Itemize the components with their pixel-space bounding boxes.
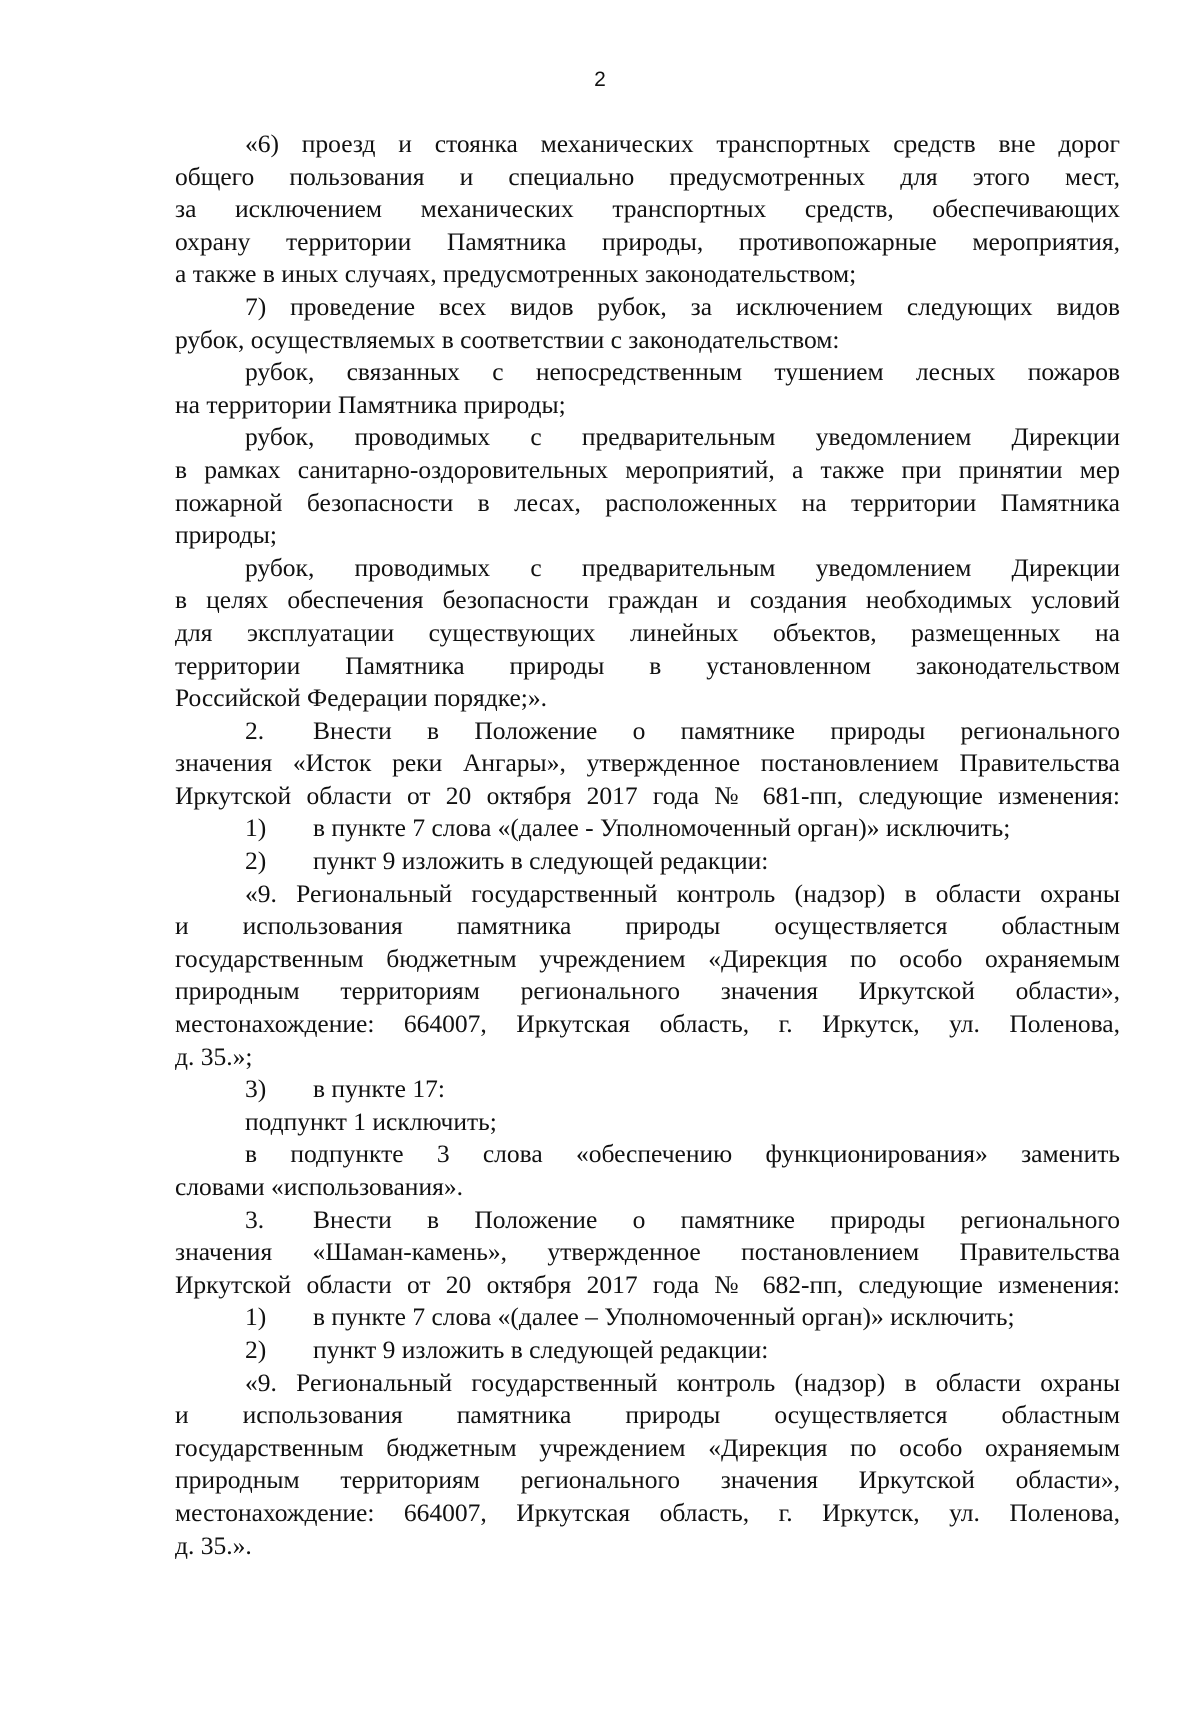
text-line: рубок, связанных с непосредственным тушением лесных пожаров bbox=[245, 357, 1120, 387]
text-line: государственным бюджетным учреждением «Дирекция по особо охраняемым bbox=[175, 943, 1120, 973]
text-line: и использования памятника природы осуществляется областным bbox=[175, 1400, 1120, 1430]
text-line bbox=[175, 715, 1120, 748]
line-text: Внести в Положение о памятнике природы регионального bbox=[313, 1204, 1120, 1234]
text-line: на территории Памятника природы; bbox=[175, 389, 566, 419]
paragraph bbox=[175, 1138, 1120, 1203]
text-line bbox=[175, 1204, 1120, 1237]
list-number: 3) bbox=[245, 1074, 267, 1104]
text-line: д. 35.»; bbox=[175, 1041, 253, 1071]
paragraph bbox=[175, 1204, 1120, 1302]
text-line bbox=[175, 1334, 1120, 1367]
text-line: охрану территории Памятника природы, противопожарные мероприятия, bbox=[175, 226, 1120, 256]
paragraph bbox=[175, 845, 1120, 878]
text-line: и использования памятника природы осуществляется областным bbox=[175, 911, 1120, 941]
text-line: значения «Исток реки Ангары», утвержденное постановлением Правительства bbox=[175, 748, 1120, 778]
text-line bbox=[175, 812, 1120, 845]
text-line: пожарной безопасности в лесах, расположенных на территории Памятника bbox=[175, 487, 1120, 517]
text-line: «9. Региональный государственный контроль (надзор) в области охраны bbox=[245, 878, 1120, 908]
list-number: 1) bbox=[245, 813, 267, 843]
text-line bbox=[175, 1073, 1120, 1106]
text-line: рубок, осуществляемых в соответствии с законодательством: bbox=[175, 324, 840, 354]
paragraph bbox=[175, 1106, 1120, 1139]
text-line: 7) проведение всех видов рубок, за исключением следующих видов bbox=[245, 291, 1120, 321]
paragraph bbox=[175, 421, 1120, 551]
list-number: 2) bbox=[245, 1334, 267, 1364]
text-line: местонахождение: 664007, Иркутская область, г. Иркутск, ул. Поленова, bbox=[175, 1009, 1120, 1039]
text-line bbox=[175, 1301, 1120, 1334]
line-text: пункт 9 изложить в следующей редакции: bbox=[313, 846, 769, 876]
text-line: в целях обеспечения безопасности граждан и создания необходимых условий bbox=[175, 585, 1120, 615]
text-line: «6) проезд и стоянка механических транспортных средств вне дорог bbox=[245, 129, 1120, 158]
paragraph bbox=[175, 812, 1120, 845]
text-line: природным территориям регионального значения Иркутской области», bbox=[175, 976, 1120, 1006]
page-number: 2 bbox=[594, 68, 606, 91]
line-text: в пункте 7 слова «(далее - Уполномоченный орган)» исключить; bbox=[313, 813, 1011, 843]
text-line: в подпункте 3 слова «обеспечению функционирования» заменить bbox=[245, 1139, 1120, 1169]
text-line: значения «Шаман-камень», утвержденное постановлением Правительства bbox=[175, 1237, 1120, 1267]
list-number: 2. bbox=[245, 715, 265, 745]
text-line: подпункт 1 исключить; bbox=[245, 1106, 497, 1136]
list-number: 2) bbox=[245, 846, 267, 876]
paragraph bbox=[175, 1301, 1120, 1334]
text-line: природным территориям регионального значения Иркутской области», bbox=[175, 1465, 1120, 1495]
paragraph bbox=[175, 552, 1120, 715]
text-line: д. 35.». bbox=[175, 1530, 252, 1560]
text-line: словами «использования». bbox=[175, 1172, 463, 1201]
paragraph bbox=[175, 1073, 1120, 1106]
paragraph bbox=[175, 1367, 1120, 1563]
paragraph bbox=[175, 356, 1120, 421]
text-line: природы; bbox=[175, 520, 277, 550]
text-line: Российской Федерации порядке;». bbox=[175, 683, 547, 713]
document-body bbox=[175, 128, 1120, 1562]
list-number: 1) bbox=[245, 1302, 267, 1332]
line-text: пункт 9 изложить в следующей редакции: bbox=[313, 1334, 769, 1364]
text-line: за исключением механических транспортных средств, обеспечивающих bbox=[175, 194, 1120, 224]
text-line: государственным бюджетным учреждением «Дирекция по особо охраняемым bbox=[175, 1432, 1120, 1462]
paragraph bbox=[175, 1334, 1120, 1367]
text-line: территории Памятника природы в установленном законодательством bbox=[175, 650, 1120, 680]
text-line: рубок, проводимых с предварительным уведомлением Дирекции bbox=[245, 422, 1120, 452]
text-line: а также в иных случаях, предусмотренных законодательством; bbox=[175, 259, 857, 289]
paragraph bbox=[175, 291, 1120, 356]
line-text: в пункте 17: bbox=[313, 1074, 445, 1104]
paragraph bbox=[175, 878, 1120, 1074]
text-line: в рамках санитарно-оздоровительных мероприятий, а также при принятии мер bbox=[175, 454, 1120, 484]
text-line: общего пользования и специально предусмотренных для этого мест, bbox=[175, 161, 1120, 191]
list-number: 3. bbox=[245, 1204, 265, 1234]
paragraph bbox=[175, 715, 1120, 813]
text-line: рубок, проводимых с предварительным уведомлением Дирекции bbox=[245, 552, 1120, 582]
text-line: местонахождение: 664007, Иркутская область, г. Иркутск, ул. Поленова, bbox=[175, 1497, 1120, 1527]
text-line: Иркутской области от 20 октября 2017 года № 681-пп, следующие изменения: bbox=[175, 780, 1120, 810]
text-line bbox=[175, 845, 1120, 878]
text-line: «9. Региональный государственный контроль (надзор) в области охраны bbox=[245, 1367, 1120, 1397]
line-text: Внести в Положение о памятнике природы регионального bbox=[313, 715, 1120, 745]
text-line: для эксплуатации существующих линейных объектов, размещенных на bbox=[175, 617, 1120, 647]
text-line: Иркутской области от 20 октября 2017 года № 682-пп, следующие изменения: bbox=[175, 1269, 1120, 1299]
paragraph bbox=[175, 128, 1120, 291]
line-text: в пункте 7 слова «(далее – Уполномоченный орган)» исключить; bbox=[313, 1302, 1015, 1332]
